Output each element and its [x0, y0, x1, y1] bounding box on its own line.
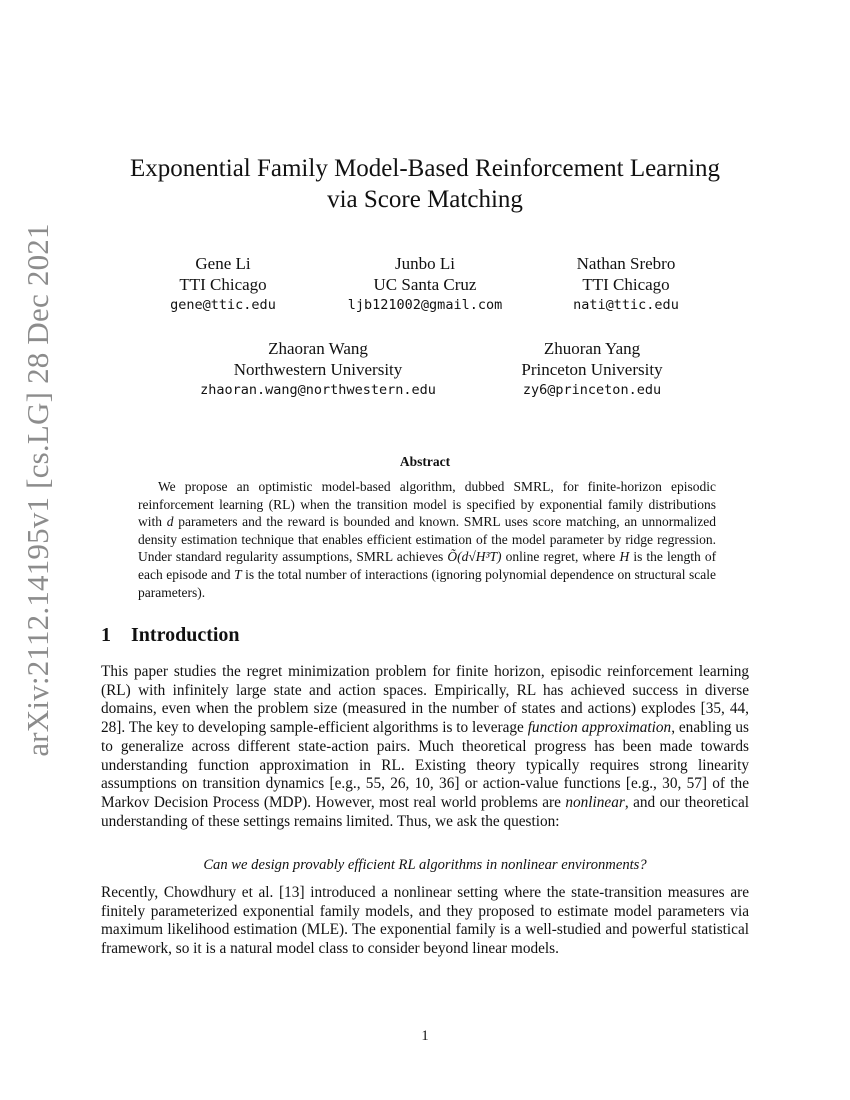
- author-email: gene@ttic.edu: [170, 297, 276, 313]
- abstract-text-part: is the total number of interactions (ignoring polynomial dependence on structural scale parameters).: [138, 566, 716, 600]
- author-block: [432, 338, 752, 401]
- paper-title: [60, 153, 790, 215]
- math-variable-h: H: [619, 549, 630, 565]
- author-block: [158, 338, 478, 401]
- author-affiliation: Princeton University: [521, 360, 663, 379]
- author-name: Nathan Srebro: [576, 254, 676, 273]
- followup-paragraph: Recently, Chowdhury et al. [13] introduced a nonlinear setting where the state-transition measures are finitely parameterized exponential family models, and they proposed to estimate model parameters via maximum likelihood estimation (MLE). The exponential family is a well-studied and powerful statistical framework, so it is a natural model class to consider beyond linear models.: [101, 884, 749, 958]
- arxiv-identifier-text: arXiv:2112.14195v1 [cs.LG] 28 Dec 2021: [20, 223, 55, 757]
- abstract-heading: Abstract: [399, 454, 451, 469]
- emphasis-function-approximation: function approximation: [527, 719, 672, 737]
- paragraph-text-part: This paper studies the regret minimization problem for finite horizon, episodic reinforcement learning (RL) with infinitely large state and action spaces. Empirically, RL has achieved success in diverse domains, even when the problem size (measured in the number of states and actions) explodes [35, 44, 28]. The key to developing sample-efficient algorithms is to leverage: [101, 663, 749, 737]
- author-affiliation: TTI Chicago: [582, 275, 670, 294]
- abstract-text-part: is the length of each episode and: [138, 549, 717, 582]
- abstract-text-part: We propose an optimistic model-based algorithm, dubbed SMRL, for finite-horizon episodic reinforcement learning (RL) when the transition model is specified by exponential family distributions with: [138, 479, 716, 530]
- author-email: ljb121002@gmail.com: [347, 297, 503, 313]
- regret-bound-formula: Õ(d√H³T): [447, 549, 502, 565]
- intro-paragraph: [101, 663, 749, 831]
- author-name: Gene Li: [195, 254, 251, 273]
- emphasis-nonlinear: nonlinear: [565, 793, 625, 811]
- author-affiliation: TTI Chicago: [179, 275, 267, 294]
- author-name: Junbo Li: [395, 254, 455, 273]
- author-email: zhaoran.wang@northwestern.edu: [200, 382, 436, 398]
- paragraph-text-part: , and our theoretical understanding of these settings remains limited. Thus, we ask the question:: [101, 793, 749, 830]
- math-variable-d: d: [166, 514, 174, 530]
- page-number: 1: [421, 1028, 429, 1044]
- author-block: [466, 253, 786, 316]
- paragraph-text-part: , enabling us to generalize across different state-action pairs. Much theoretical progress has been made towards understanding function approximation in RL. Existing theory typically requires strong linearity assumptions on transition dynamics [e.g., 55, 26, 10, 36] or action-value functions [e.g., 30, 57] of the Markov Decision Process (MDP). However, most real world problems are: [101, 719, 750, 811]
- section-number: 1: [101, 624, 111, 646]
- abstract-text-part: online regret, where: [505, 549, 616, 565]
- paper-title-line-2: via Score Matching: [327, 186, 523, 213]
- author-email: zy6@princeton.edu: [522, 382, 662, 398]
- author-affiliation: UC Santa Cruz: [373, 275, 477, 294]
- author-name: Zhaoran Wang: [268, 339, 368, 358]
- section-title: Introduction: [131, 624, 240, 646]
- paper-title-line-1: Exponential Family Model-Based Reinforcement Learning: [129, 155, 721, 182]
- author-name: Zhuoran Yang: [543, 339, 641, 358]
- section-heading-introduction: [101, 624, 240, 647]
- math-variable-t: T: [234, 566, 242, 582]
- abstract-text: [138, 478, 716, 601]
- research-question: Can we design provably efficient RL algorithms in nonlinear environments?: [203, 857, 647, 873]
- author-email: nati@ttic.edu: [573, 297, 679, 313]
- abstract-text-part: parameters and the reward is bounded and known. SMRL uses score matching, an unnormalized density estimation technique that enables efficient estimation of the model parameter by ridge regression. Under standard regularity assumptions, SMRL achieves: [138, 514, 717, 565]
- author-affiliation: Northwestern University: [233, 360, 403, 379]
